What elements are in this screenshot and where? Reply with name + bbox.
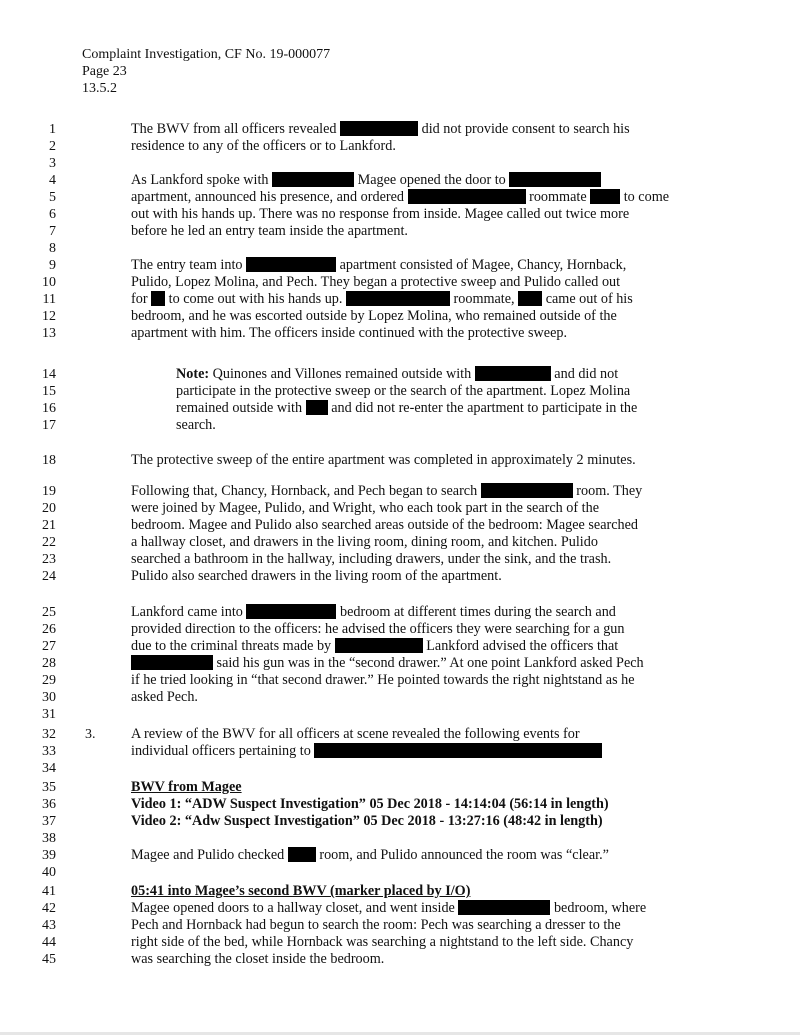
redaction-block [314, 743, 602, 758]
redaction-block [131, 655, 213, 670]
line-text [131, 951, 711, 968]
line-number: 13 [42, 326, 56, 341]
line-text [131, 796, 711, 813]
text-segment: to come out with his hands up. [168, 291, 343, 307]
text-segment: apartment with him. The officers inside continued with the protective sweep. [131, 325, 568, 341]
text-segment: The BWV from all officers revealed [131, 121, 337, 137]
line-text [131, 743, 711, 760]
text-segment: search. [176, 417, 216, 433]
line-text [131, 274, 711, 291]
text-segment: bedroom, where [553, 900, 647, 916]
line-text [176, 366, 706, 383]
line-text [131, 325, 711, 342]
line-number: 43 [42, 918, 56, 933]
line-number: 24 [42, 569, 56, 584]
text-segment: Magee and Pulido checked [131, 847, 285, 863]
text-segment: a hallway closet, and drawers in the living room, dining room, and kitchen. Pulido [131, 534, 598, 550]
line-text [131, 726, 711, 743]
text-segment: room. They [576, 483, 643, 499]
line-text [131, 257, 711, 274]
redaction-block [288, 847, 316, 862]
line-number: 42 [42, 901, 56, 916]
line-number: 2 [49, 139, 56, 154]
text-segment: The protective sweep of the entire apartment was completed in approximately 2 minutes. [131, 452, 636, 468]
text-segment: due to the criminal threats made by [131, 638, 332, 654]
line-text [131, 604, 711, 621]
line-text [176, 383, 706, 400]
text-segment: Video 2: “Adw Suspect Investigation” 05 Dec 2018 - 13:27:16 (48:42 in length) [131, 813, 603, 829]
line-text [131, 813, 711, 830]
text-segment: remained outside with [176, 400, 303, 416]
line-number: 37 [42, 814, 56, 829]
line-text [131, 189, 711, 206]
line-text [176, 400, 706, 417]
line-number: 34 [42, 761, 56, 776]
line-number: 4 [49, 173, 56, 188]
line-number: 39 [42, 848, 56, 863]
text-segment: BWV from Magee [131, 779, 242, 795]
text-segment: Pulido also searched drawers in the living room of the apartment. [131, 568, 502, 584]
line-number: 8 [49, 241, 56, 256]
text-segment: Quinones and Villones remained outside with [212, 366, 472, 382]
line-number: 35 [42, 780, 56, 795]
line-text [176, 417, 706, 434]
line-text [131, 121, 711, 138]
text-segment: 05:41 into Magee’s second BWV (marker placed by I/O) [131, 883, 471, 899]
text-segment: apartment consisted of Magee, Chancy, Hornback, [339, 257, 627, 273]
line-text [131, 672, 711, 689]
line-number: 12 [42, 309, 56, 324]
text-segment: bedroom at different times during the search and [339, 604, 616, 620]
redaction-block [458, 900, 550, 915]
line-number: 33 [42, 744, 56, 759]
text-segment: room, and Pulido announced the room was “clear.” [319, 847, 609, 863]
line-number: 21 [42, 518, 56, 533]
line-number: 19 [42, 484, 56, 499]
text-segment: Pech and Hornback had begun to search the room: Pech was searching a dresser to the [131, 917, 621, 933]
line-number: 32 [42, 727, 56, 742]
text-segment: searched a bathroom in the hallway, including drawers, under the sink, and the trash. [131, 551, 612, 567]
line-number: 17 [42, 418, 56, 433]
text-segment: A review of the BWV for all officers at scene revealed the following events for [131, 726, 580, 742]
line-text [131, 172, 711, 189]
line-text [131, 621, 711, 638]
line-text [131, 517, 711, 534]
text-segment: came out of his [545, 291, 633, 307]
redaction-block [518, 291, 542, 306]
line-number: 20 [42, 501, 56, 516]
text-segment: roommate [529, 189, 587, 205]
line-text [131, 452, 711, 469]
redaction-block [590, 189, 620, 204]
case-title: Complaint Investigation, CF No. 19-000077 [82, 47, 331, 62]
redaction-block [346, 291, 450, 306]
line-number: 26 [42, 622, 56, 637]
line-text [131, 706, 711, 723]
text-segment: to come [623, 189, 670, 205]
line-text [131, 500, 711, 517]
text-segment: out with his hands up. There was no response from inside. Magee called out twice more [131, 206, 630, 222]
text-segment: individual officers pertaining to [131, 743, 311, 759]
line-number: 28 [42, 656, 56, 671]
page-number: Page 23 [82, 64, 127, 79]
text-segment: Lankford advised the officers that [426, 638, 619, 654]
text-segment: apartment, announced his presence, and ordered [131, 189, 404, 205]
line-number: 9 [49, 258, 56, 273]
line-text [131, 638, 711, 655]
text-segment: bedroom, and he was escorted outside by Lopez Molina, who remained outside of the [131, 308, 617, 324]
text-segment: right side of the bed, while Hornback was searching a nightstand to the left side. Chancy [131, 934, 634, 950]
text-segment: provided direction to the officers: he advised the officers they were searching for a gun [131, 621, 625, 637]
text-segment: residence to any of the officers or to Lankford. [131, 138, 396, 154]
text-segment: asked Pech. [131, 689, 198, 705]
line-text [131, 760, 711, 777]
line-text [131, 883, 711, 900]
text-segment: roommate, [453, 291, 515, 307]
page-header [82, 46, 330, 97]
redaction-block [509, 172, 601, 187]
line-number: 6 [49, 207, 56, 222]
line-number: 18 [42, 453, 56, 468]
line-text [131, 240, 711, 257]
line-text [131, 155, 711, 172]
text-segment: Pulido, Lopez Molina, and Pech. They began a protective sweep and Pulido called out [131, 274, 621, 290]
line-text [131, 779, 711, 796]
line-text [131, 223, 711, 240]
text-segment: for [131, 291, 148, 307]
line-number: 15 [42, 384, 56, 399]
line-text [131, 291, 711, 308]
line-number: 40 [42, 865, 56, 880]
line-text [131, 689, 711, 706]
text-segment: was searching the closet inside the bedroom. [131, 951, 385, 967]
redaction-block [408, 189, 526, 204]
line-number: 38 [42, 831, 56, 846]
line-text [131, 847, 711, 864]
line-number: 45 [42, 952, 56, 967]
line-text [131, 655, 711, 672]
line-text [131, 534, 711, 551]
line-number: 14 [42, 367, 56, 382]
text-segment: The entry team into [131, 257, 243, 273]
redaction-block [335, 638, 423, 653]
line-number: 31 [42, 707, 56, 722]
text-segment: and did not re-enter the apartment to participate in the [331, 400, 638, 416]
redaction-block [475, 366, 551, 381]
line-text [131, 934, 711, 951]
line-number: 41 [42, 884, 56, 899]
line-text [131, 864, 711, 881]
line-text [131, 568, 711, 585]
note-label: Note: [176, 366, 210, 382]
redaction-block [340, 121, 418, 136]
redaction-block [481, 483, 573, 498]
redaction-block [306, 400, 328, 415]
line-number: 44 [42, 935, 56, 950]
text-segment: As Lankford spoke with [131, 172, 269, 188]
line-number: 3 [49, 156, 56, 171]
line-number: 22 [42, 535, 56, 550]
text-segment: Magee opened doors to a hallway closet, and went inside [131, 900, 455, 916]
line-number: 11 [42, 292, 56, 307]
text-segment: Magee opened the door to [357, 172, 506, 188]
redaction-block [246, 604, 336, 619]
line-number: 7 [49, 224, 56, 239]
redaction-block [272, 172, 354, 187]
redaction-block [246, 257, 336, 272]
text-segment: if he tried looking in “that second drawer.” He pointed towards the right nightstand as he [131, 672, 635, 688]
text-segment: participate in the protective sweep or the search of the apartment. Lopez Molina [176, 383, 631, 399]
line-number: 27 [42, 639, 56, 654]
text-segment: did not provide consent to search his [421, 121, 630, 137]
text-segment: said his gun was in the “second drawer.” At one point Lankford asked Pech [216, 655, 644, 671]
line-number: 10 [42, 275, 56, 290]
line-text [131, 206, 711, 223]
section-number: 13.5.2 [82, 81, 117, 96]
line-number: 23 [42, 552, 56, 567]
line-text [131, 483, 711, 500]
line-number: 29 [42, 673, 56, 688]
line-number: 25 [42, 605, 56, 620]
text-segment: before he led an entry team inside the apartment. [131, 223, 408, 239]
redaction-block [151, 291, 165, 306]
line-text [131, 830, 711, 847]
text-segment: and did not [554, 366, 619, 382]
text-segment: were joined by Magee, Pulido, and Wright, who each took part in the search of the [131, 500, 600, 516]
line-text [131, 900, 711, 917]
list-item-number: 3. [85, 727, 96, 742]
line-number: 16 [42, 401, 56, 416]
text-segment: bedroom. Magee and Pulido also searched areas outside of the bedroom: Magee searched [131, 517, 639, 533]
text-segment: Lankford came into [131, 604, 243, 620]
line-number: 5 [49, 190, 56, 205]
text-segment: Video 1: “ADW Suspect Investigation” 05 Dec 2018 - 14:14:04 (56:14 in length) [131, 796, 609, 812]
line-number: 30 [42, 690, 56, 705]
line-text [131, 917, 711, 934]
text-segment: Following that, Chancy, Hornback, and Pech began to search [131, 483, 478, 499]
line-text [131, 308, 711, 325]
line-text [131, 138, 711, 155]
line-number: 1 [49, 122, 56, 137]
line-text [131, 551, 711, 568]
line-number: 36 [42, 797, 56, 812]
